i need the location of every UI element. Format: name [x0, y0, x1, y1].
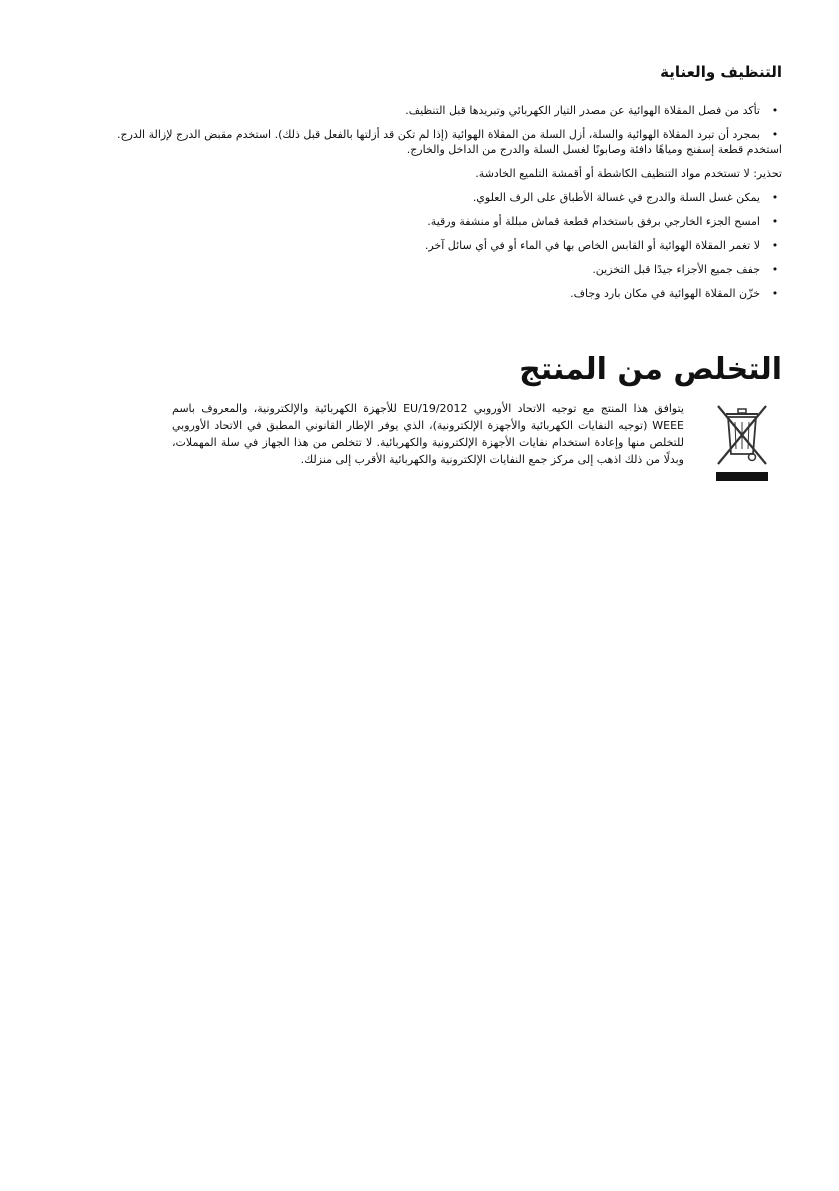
bullet-icon: •: [771, 191, 779, 204]
warning-item-text: تحذير: لا تستخدم مواد التنظيف الكاشطة أو أقمشة التلميع الخادشة.: [475, 167, 782, 180]
disposal-paragraph: يتوافق هذا المنتج مع توجيه الاتحاد الأوروبي EU/19/2012 للأجهزة الكهربائية والإلكترونية، والمعروف باسم WEEE (توجيه النفايات الكهربائية والأجهزة الإلكترونية)، الذي يوفر الإطار القانوني المطبق في الاتحاد الأوروبي للتخلص منها وإعادة استخدام نفايات الأجهزة الإلكترونية والكهربائية. لا تتخلص من هذا الجهاز في سلة المهملات، وبدلًا من ذلك اذهب إلى مركز جمع النفايات الإلكترونية والكهربائية الأقرب إلى منزلك.: [172, 402, 684, 466]
cleaning-item-text: جفف جميع الأجزاء جيدًا قبل التخزين.: [592, 263, 760, 276]
crossed-out-wheelie-bin-icon: [712, 402, 772, 486]
warning-text: [82, 166, 782, 181]
cleaning-heading: التنظيف والعناية: [660, 63, 782, 81]
bullet-icon: •: [771, 287, 779, 300]
cleaning-item: [82, 127, 782, 157]
disposal-heading: التخلص من المنتج: [519, 352, 782, 387]
cleaning-list: [82, 103, 782, 310]
cleaning-item: [82, 238, 782, 253]
cleaning-item-text: يمكن غسل السلة والدرج في غسالة الأطباق على الرف العلوي.: [472, 191, 760, 204]
cleaning-item: [82, 286, 782, 301]
cleaning-item-text: بمجرد أن تبرد المقلاة الهوائية والسلة، أزل السلة من المقلاة الهوائية (إذا لم تكن قد أزلتها بالفعل قبل ذلك). استخدم مقبض الدرج لإزالة الدرج.: [117, 128, 760, 141]
cleaning-item-text: لا تغمر المقلاة الهوائية أو القابس الخاص بها في الماء أو في أي سائل آخر.: [424, 239, 760, 252]
cleaning-item: [82, 262, 782, 277]
bullet-icon: •: [771, 215, 779, 228]
cleaning-item: [82, 103, 782, 118]
cleaning-item-text: امسح الجزء الخارجي برفق باستخدام قطعة قماش مبللة أو منشفة ورقية.: [427, 215, 760, 228]
cleaning-item: [82, 190, 782, 205]
bullet-icon: •: [771, 104, 779, 117]
cleaning-item-extra-text: استخدم قطعة إسفنج ومياهًا دافئة وصابونًا لغسل السلة والدرج من الداخل والخارج.: [406, 143, 782, 156]
cleaning-item-text: تأكد من فصل المقلاة الهوائية عن مصدر التيار الكهربائي وتبريدها قبل التنظيف.: [405, 104, 760, 117]
cleaning-item: [82, 214, 782, 229]
bullet-icon: •: [771, 128, 779, 141]
bullet-icon: •: [771, 263, 779, 276]
bullet-icon: •: [771, 239, 779, 252]
cleaning-item-text: خزّن المقلاة الهوائية في مكان بارد وجاف.: [570, 287, 760, 300]
